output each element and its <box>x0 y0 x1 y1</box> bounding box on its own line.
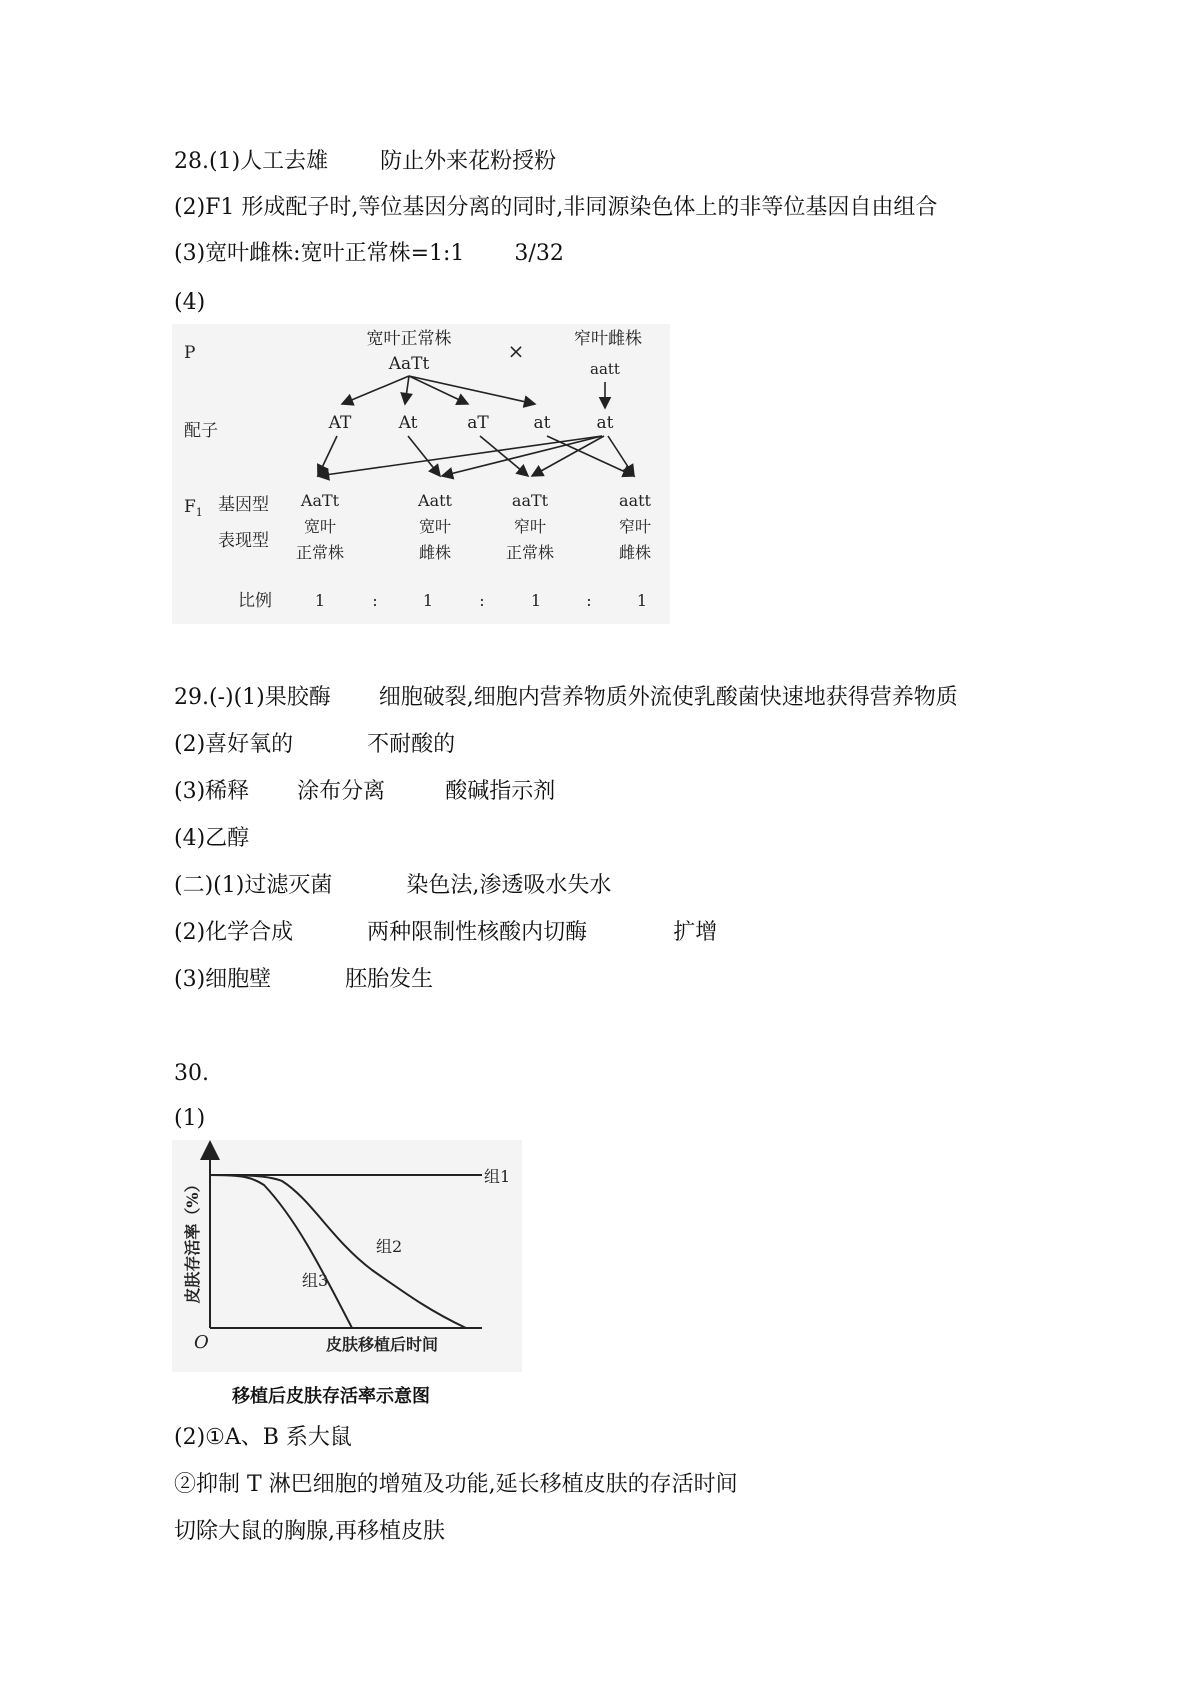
q28-answer-1b: 防止外来花粉授粉 <box>380 149 557 174</box>
q28-answer-3a: (3)宽叶雌株:宽叶正常株=1:1 <box>174 241 465 266</box>
offspring-1-phenotype-leaf: 宽叶 <box>303 517 337 536</box>
gamete-at-lower: at <box>533 413 551 433</box>
graph-caption: 移植后皮肤存活率示意图 <box>232 1386 430 1407</box>
q29-line-4: (4)乙醇 <box>174 826 250 851</box>
q28-line-4: (4) <box>174 290 206 315</box>
row-label-ratio: 比例 <box>238 591 272 611</box>
q29-answer-5a: (二)(1)过滤灭菌 <box>174 873 333 898</box>
offspring-1-genotype: AaTt <box>300 491 340 510</box>
offspring-3-genotype: aaTt <box>511 491 549 510</box>
gamete-at-parent2: at <box>596 413 614 433</box>
q29-answer-1a: 29.(-)(1)果胶酶 <box>174 685 331 710</box>
q29-answer-3c: 酸碱指示剂 <box>445 779 556 804</box>
q29-answer-7b: 胚胎发生 <box>345 967 434 992</box>
row-label-gametes: 配子 <box>184 421 218 441</box>
ratio-row <box>315 591 647 610</box>
q29-line-6 <box>174 919 717 947</box>
q29-answer-3a: (3)稀释 <box>174 779 250 804</box>
row-label-f1-main: F <box>184 497 196 517</box>
q28-line-3 <box>174 240 564 268</box>
parent2-genotype: aatt <box>590 360 620 378</box>
ratio-value-3: 1 <box>530 591 542 610</box>
gamete-at-upper: AT <box>328 413 352 433</box>
q29-line-2 <box>174 731 455 759</box>
q29-answer-1b: 细胞破裂,细胞内营养物质外流使乳酸菌快速地获得营养物质 <box>378 685 958 710</box>
q28-line-1 <box>174 148 556 176</box>
offspring-2-phenotype-leaf: 宽叶 <box>418 517 452 536</box>
gamete-at-mixed-1: At <box>398 413 418 433</box>
parent1-phenotype: 宽叶正常株 <box>366 329 452 349</box>
group-2-label: 组2 <box>376 1237 403 1256</box>
skin-survival-graph <box>172 1140 522 1372</box>
offspring-2-genotype: Aatt <box>418 491 452 510</box>
parent1-to-gamete-arrows <box>342 376 605 408</box>
q29-answer-3b: 涂布分离 <box>297 779 386 804</box>
gamete-at-mixed-2: aT <box>467 413 489 433</box>
x-axis-label: 皮肤移植后时间 <box>325 1335 439 1354</box>
offspring-2-phenotype-sex: 雌株 <box>418 543 452 562</box>
ratio-value-4: 1 <box>636 591 648 610</box>
q29-line-7 <box>174 966 433 994</box>
offspring-column-2 <box>417 491 453 562</box>
curve-group-2 <box>210 1175 466 1328</box>
q29-line-5 <box>174 872 611 900</box>
offspring-4-phenotype-leaf: 窄叶 <box>618 517 652 536</box>
q29-answer-5b: 染色法,渗透吸水失水 <box>406 873 612 898</box>
row-label-f1-sub: 1 <box>195 506 203 519</box>
q29-answer-6a: (2)化学合成 <box>174 920 294 945</box>
q29-answer-2b: 不耐酸的 <box>367 732 456 757</box>
q30-line-5: 切除大鼠的胸腺,再移植皮肤 <box>174 1519 445 1544</box>
q29-answer-6b: 两种限制性核酸内切酶 <box>367 920 588 945</box>
row-label-genotype: 基因型 <box>218 495 269 515</box>
offspring-1-phenotype-sex: 正常株 <box>295 543 345 562</box>
genetic-cross-diagram <box>172 324 670 624</box>
row-label-f1 <box>184 497 203 519</box>
offspring-column-3 <box>506 491 554 562</box>
offspring-4-phenotype-sex: 雌株 <box>618 543 652 562</box>
offspring-column-4 <box>619 491 652 562</box>
ratio-value-2: 1 <box>422 591 434 610</box>
row-label-phenotype: 表现型 <box>218 531 269 551</box>
gamete-to-offspring-arrows <box>318 436 634 476</box>
offspring-3-phenotype-sex: 正常株 <box>505 543 555 562</box>
cross-diagram-svg <box>172 324 670 624</box>
offspring-4-genotype: aatt <box>619 491 651 510</box>
q29-answer-7a: (3)细胞壁 <box>174 967 272 992</box>
q30-line-1: 30. <box>174 1061 209 1086</box>
parent2-phenotype: 窄叶雌株 <box>574 329 642 349</box>
offspring-3-phenotype-leaf: 窄叶 <box>513 517 547 536</box>
ratio-colon-1: : <box>372 591 378 610</box>
parent1-genotype: AaTt <box>388 354 430 374</box>
q30-line-3: (2)①A、B 系大鼠 <box>174 1425 352 1450</box>
ratio-colon-2: : <box>479 591 485 610</box>
q30-line-4: ②抑制 T 淋巴细胞的增殖及功能,延长移植皮肤的存活时间 <box>174 1472 738 1497</box>
origin-label: O <box>194 1332 209 1353</box>
q28-line-2: (2)F1 形成配子时,等位基因分离的同时,非同源染色体上的非等位基因自由组合 <box>174 195 938 220</box>
q29-line-1 <box>174 684 958 712</box>
q28-answer-3b: 3/32 <box>514 241 564 266</box>
q28-answer-1a: 28.(1)人工去雄 <box>174 149 329 174</box>
group-1-label: 组1 <box>484 1167 511 1186</box>
q29-line-3 <box>174 778 555 806</box>
q30-line-2: (1) <box>174 1106 206 1131</box>
q29-answer-2a: (2)喜好氧的 <box>174 732 294 757</box>
curve-group-3 <box>210 1175 352 1328</box>
ratio-colon-3: : <box>586 591 592 610</box>
ratio-value-1: 1 <box>314 591 326 610</box>
y-axis-label: 皮肤存活率（%） <box>183 1176 202 1304</box>
skin-survival-svg <box>172 1140 522 1372</box>
group-3-label: 组3 <box>302 1271 329 1290</box>
row-label-p: P <box>184 343 196 363</box>
offspring-column-1 <box>296 491 344 562</box>
q29-answer-6c: 扩增 <box>673 920 718 945</box>
cross-symbol: × <box>507 339 525 363</box>
